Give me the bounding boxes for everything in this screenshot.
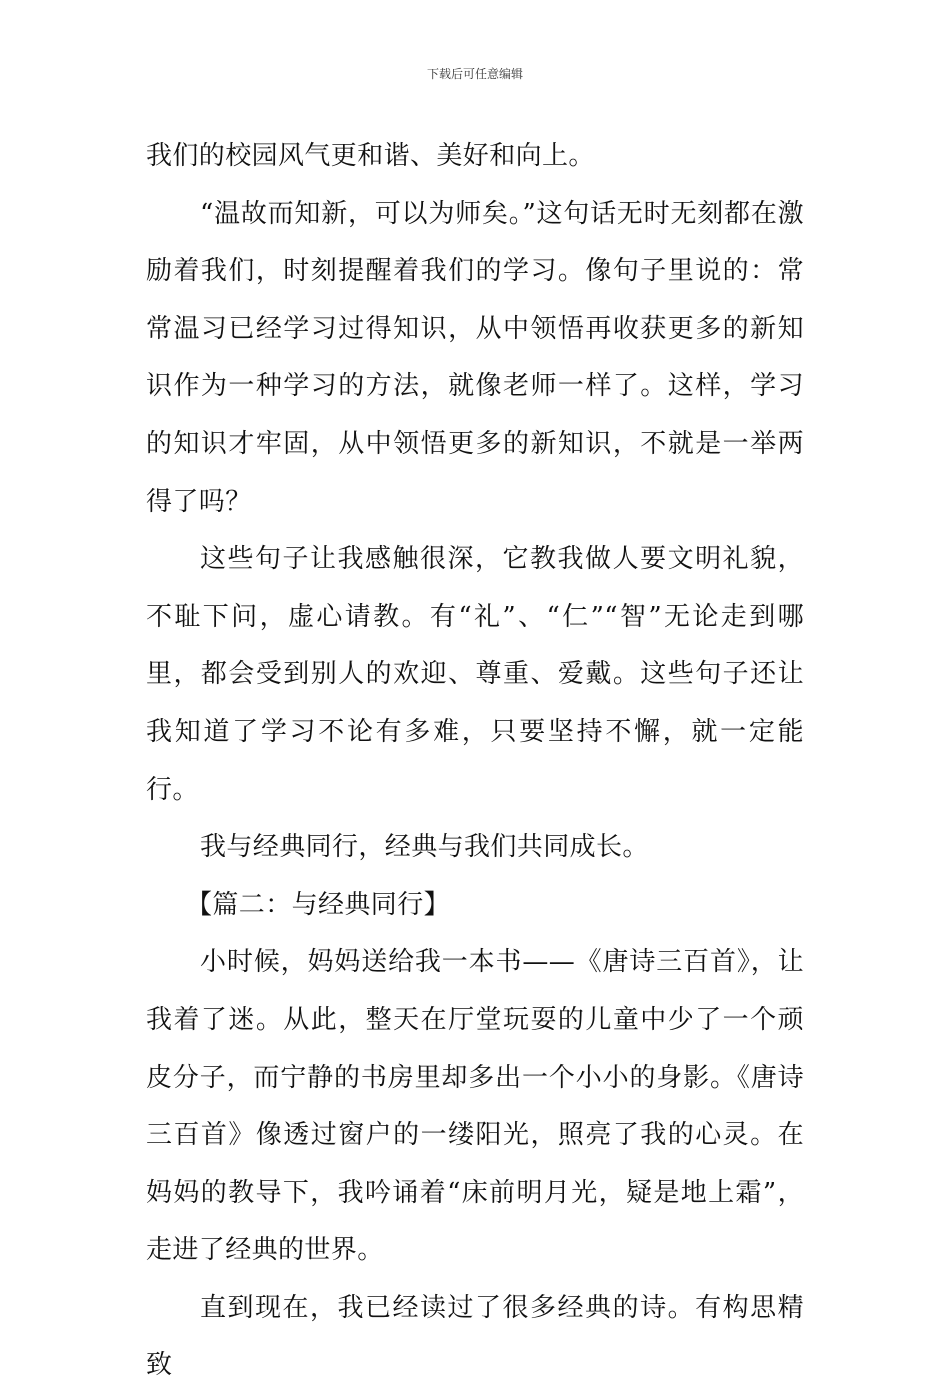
- paragraph-conclusion: 我与经典同行，经典与我们共同成长。: [200, 832, 649, 863]
- section-heading: 【篇二：与经典同行】: [186, 889, 451, 920]
- page-header: 下载后可任意编辑: [426, 67, 523, 81]
- document-body: [146, 128, 804, 1395]
- paragraph-childhood: 小时候，妈妈送给我一本书——《唐诗三百首》，让我着了迷。从此，整天在厅堂玩耍的儿童中少了一个顽皮分子，而宁静的书房里却多出一个小小的身影。《唐诗三百首》像透过窗户的一缕阳光，照亮了我的心灵。在妈妈的教导下，我吟诵着“床前明月光，疑是地上霜”，走进了经典的世界。: [146, 947, 804, 1266]
- paragraph-reflection: 这些句子让我感触很深，它教我做人要文明礼貌，不耻下问，虚心请教。有“礼”、“仁”“智”无论走到哪里，都会受到别人的欢迎、尊重、爱戴。这些句子还让我知道了学习不论有多难，只要坚持不懈，就一定能行。: [146, 544, 804, 805]
- paragraph-present: 直到现在，我已经读过了很多经典的诗。有构思精致: [146, 1292, 804, 1381]
- paragraph-continuation: 我们的校园风气更和谐、美好和向上。: [146, 141, 595, 171]
- paragraph-quote: “温故而知新，可以为师矣。”这句话无时无刻都在激励着我们，时刻提醒着我们的学习。像句子里说的：常常温习已经学习过得知识，从中领悟再收获更多的新知识作为一种学习的方法，就像老师一样了。这样，学习的知识才牢固，从中领悟更多的新知识，不就是一举两得了吗？: [146, 198, 804, 517]
